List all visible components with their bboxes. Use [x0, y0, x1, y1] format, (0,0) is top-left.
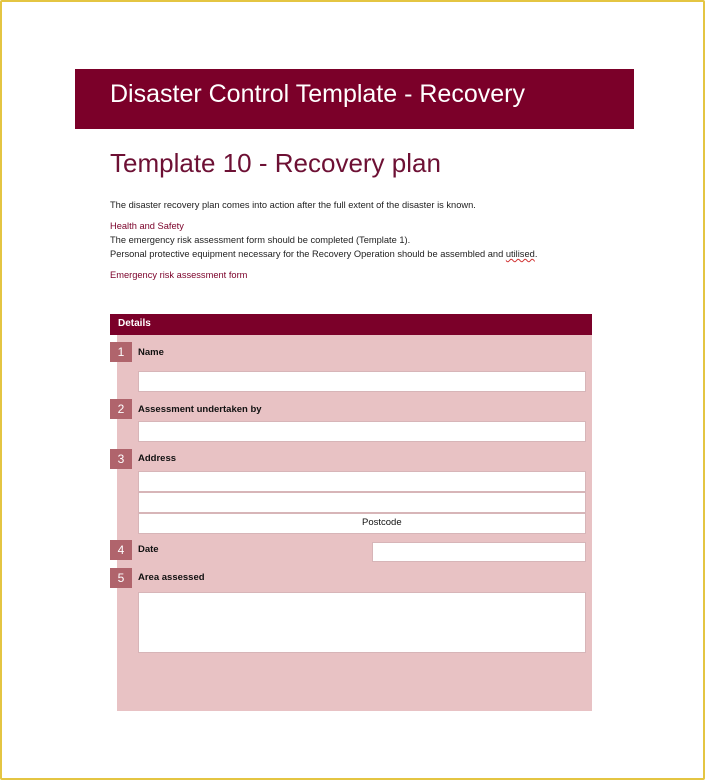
health-safety-heading: Health and Safety: [110, 221, 184, 231]
area-assessed-input[interactable]: [138, 592, 586, 653]
health-line-2-prefix: Personal protective equipment necessary for the Recovery Operation should be assembled and: [110, 249, 506, 259]
intro-text: The disaster recovery plan comes into action after the full extent of the disaster is known.: [110, 200, 476, 210]
health-safety-line-1: The emergency risk assessment form should be completed (Template 1).: [110, 235, 411, 245]
field-number-4: 4: [110, 540, 132, 560]
spellcheck-word: utilised: [505, 249, 535, 259]
field-number-3: 3: [110, 449, 132, 469]
document-title: Template 10 - Recovery plan: [110, 148, 441, 178]
field-number-1: 1: [110, 342, 132, 362]
date-label: Date: [138, 544, 159, 555]
banner-title: Disaster Control Template - Recovery: [110, 80, 525, 108]
address-line-1-input[interactable]: [138, 471, 586, 492]
name-label: Name: [138, 347, 164, 358]
address-label: Address: [138, 453, 177, 464]
date-input[interactable]: [372, 542, 586, 562]
postcode-label: Postcode: [362, 517, 402, 528]
field-number-5: 5: [110, 568, 132, 588]
header-banner: [75, 69, 634, 129]
assessor-input[interactable]: [138, 421, 586, 442]
field-number-2: 2: [110, 399, 132, 419]
name-input[interactable]: [138, 371, 586, 392]
address-line-2-input[interactable]: [138, 492, 586, 513]
health-safety-line-2: [110, 248, 537, 260]
assessor-label: Assessment undertaken by: [138, 404, 262, 415]
health-line-2-suffix: .: [534, 249, 538, 259]
area-assessed-label: Area assessed: [138, 572, 205, 583]
form-heading: Emergency risk assessment form: [110, 270, 248, 280]
details-header-label: Details: [118, 318, 151, 329]
details-header: [110, 314, 592, 335]
